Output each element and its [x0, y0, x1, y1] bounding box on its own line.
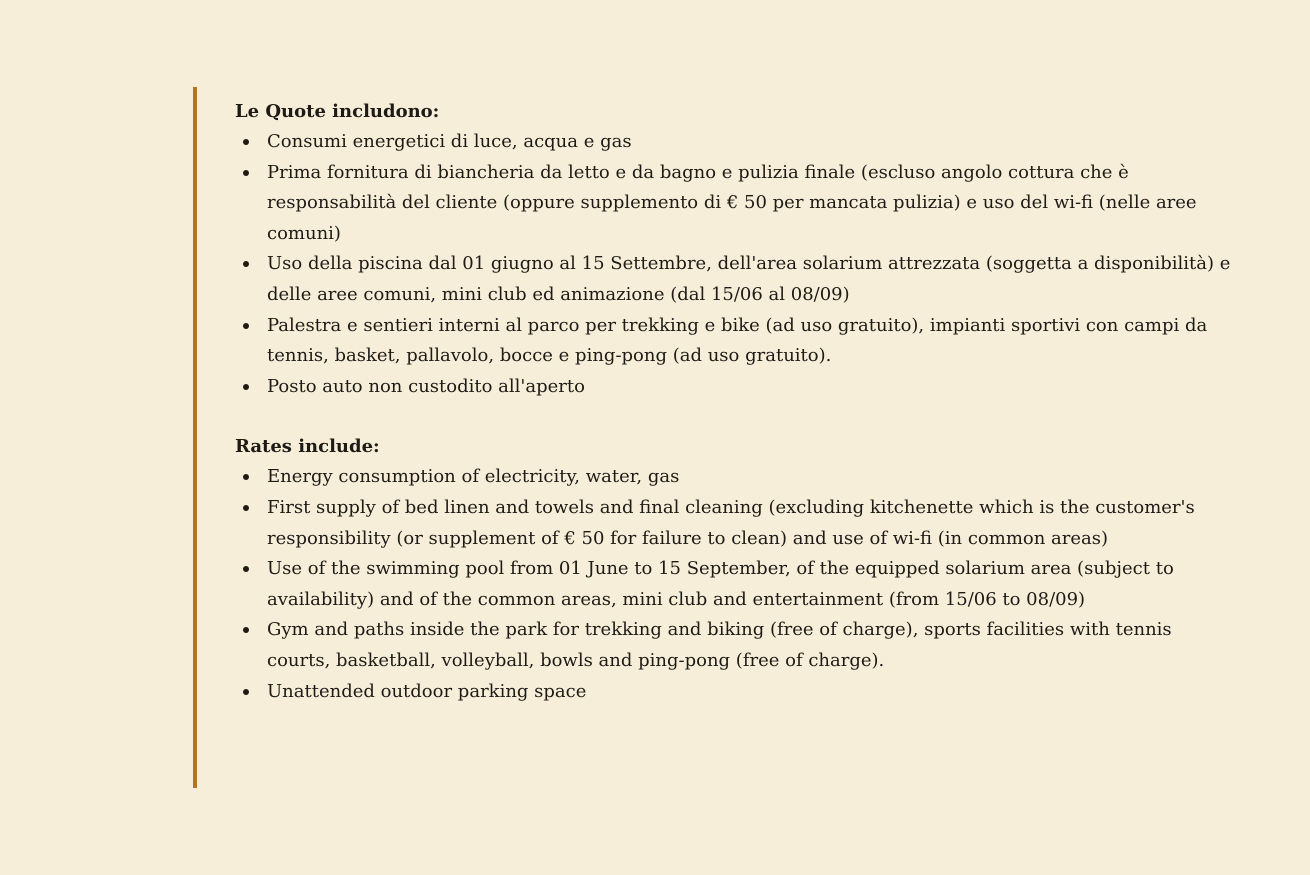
english-list [235, 462, 1253, 707]
list-item [235, 372, 1235, 403]
list-item [235, 615, 1235, 676]
list-item [235, 462, 1235, 493]
list-item-text: Consumi energetici di luce, acqua e gas [267, 131, 632, 152]
list-item-text: Unattended outdoor parking space [267, 680, 587, 702]
list-item-text: Use of the swimming pool from 01 June to 15 September, of the equipped solarium area (subject to availability) and of the common areas, mini club and entertainment (from 15/06 to 08/09) [267, 558, 1174, 610]
list-item-text: Uso della piscina dal 01 giugno al 15 Settembre, dell'area solarium attrezzata (soggetta a disponibilità) e delle aree comuni, mini club ed animazione (dal 15/06 al 08/09) [267, 253, 1231, 305]
list-item-text: Palestra e sentieri interni al parco per trekking e bike (ad uso gratuito), impianti sportivi con campi da tennis, basket, pallavolo, bocce e ping-pong (ad uso gratuito). [267, 314, 1208, 367]
bullet-icon [243, 323, 249, 329]
rates-callout [193, 87, 1253, 788]
bullet-icon [243, 384, 249, 390]
italian-list [235, 127, 1253, 402]
bullet-icon [243, 170, 249, 176]
bullet-icon [243, 689, 249, 695]
italian-section [235, 97, 1253, 402]
italian-heading: Le Quote includono: [235, 101, 440, 122]
list-item [235, 158, 1235, 250]
list-item [235, 249, 1235, 310]
bullet-icon [243, 505, 249, 511]
list-item [235, 677, 1235, 708]
english-section [235, 432, 1253, 707]
bullet-icon [243, 139, 249, 145]
list-item-text: Gym and paths inside the park for trekking and biking (free of charge), sports facilities with tennis courts, basketball, volleyball, bowls and ping-pong (free of charge). [267, 619, 1172, 671]
list-item-text: Energy consumption of electricity, water, gas [267, 466, 680, 488]
list-item-text: Prima fornitura di biancheria da letto e da bagno e pulizia finale (escluso angolo cottura che è responsabilità del cliente (oppure supplemento di € 50 per mancata pulizia) e uso del wi-fi (nelle aree comuni) [267, 161, 1197, 244]
list-item [235, 493, 1235, 554]
bullet-icon [243, 566, 249, 572]
list-item [235, 554, 1235, 615]
english-heading: Rates include: [235, 436, 380, 458]
bullet-icon [243, 627, 249, 633]
bullet-icon [243, 261, 249, 267]
bullet-icon [243, 474, 249, 480]
list-item [235, 311, 1235, 372]
list-item-text: Posto auto non custodito all'aperto [267, 375, 585, 397]
list-item [235, 127, 1235, 158]
list-item-text: First supply of bed linen and towels and final cleaning (excluding kitchenette which is the customer's responsibility (or supplement of € 50 for failure to clean) and use of wi-fi (in common areas) [267, 496, 1195, 549]
